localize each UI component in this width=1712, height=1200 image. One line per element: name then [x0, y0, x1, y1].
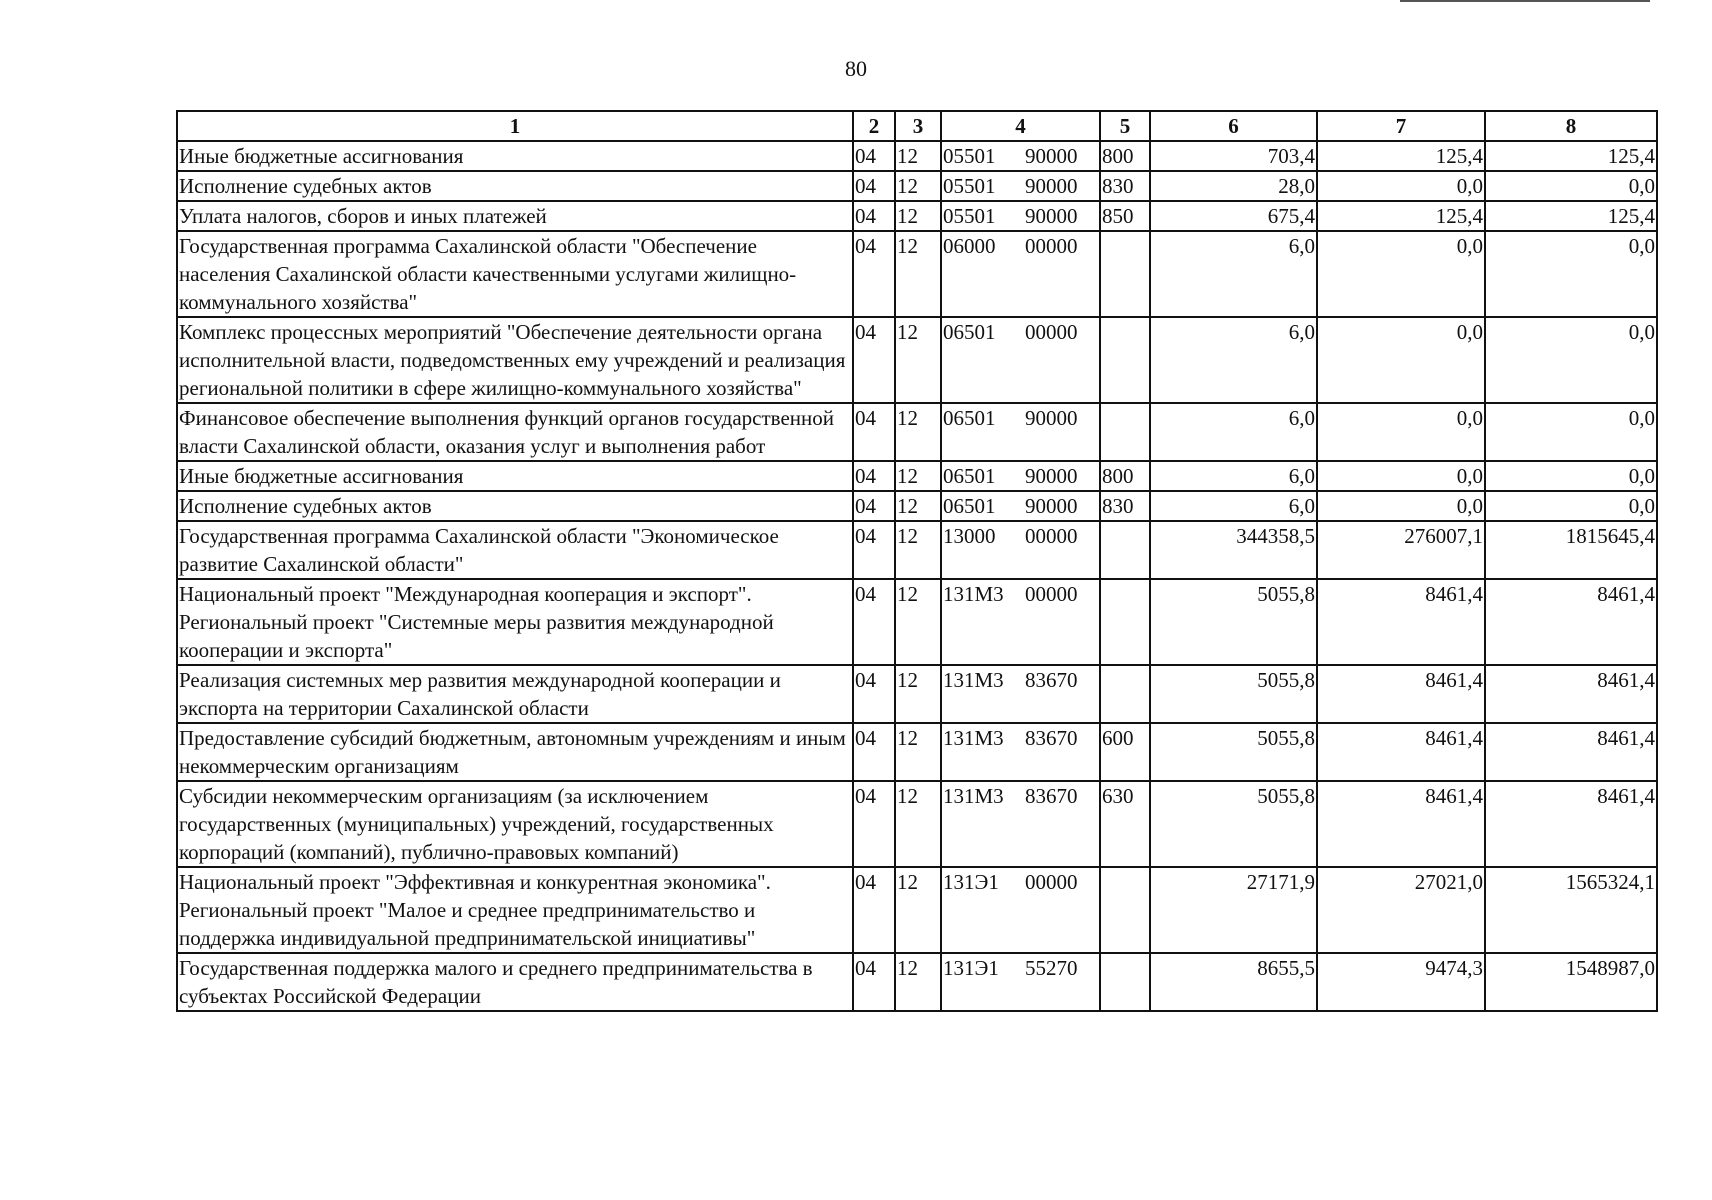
section-code: 04	[853, 141, 895, 171]
amount-col-8: 125,4	[1485, 201, 1657, 231]
table-row	[177, 723, 1657, 781]
subsection-code: 12	[895, 491, 941, 521]
item-name: Субсидии некоммерческим организациям (за исключением государственных (муниципальных) учреждений, государственных корпораций (компаний), публично-правовых компаний)	[177, 781, 853, 867]
amount-col-7: 9474,3	[1317, 953, 1485, 1011]
expense-type-code: 830	[1100, 171, 1150, 201]
direction-code: 00000	[1025, 320, 1078, 344]
amount-col-7: 8461,4	[1317, 723, 1485, 781]
program-code: 05501	[943, 204, 996, 228]
table-row	[177, 231, 1657, 317]
column-header: 1	[177, 111, 853, 141]
item-name: Комплекс процессных мероприятий "Обеспечение деятельности органа исполнительной власти, подведомственных ему учреждений и реализация региональной политики в сфере жилищно-коммунального хозяйства"	[177, 317, 853, 403]
table-row	[177, 461, 1657, 491]
program-code: 06501	[943, 406, 996, 430]
expense-type-code	[1100, 403, 1150, 461]
amount-col-8: 0,0	[1485, 231, 1657, 317]
amount-col-8: 1548987,0	[1485, 953, 1657, 1011]
direction-code: 00000	[1025, 524, 1078, 548]
amount-col-8: 0,0	[1485, 317, 1657, 403]
expense-type-code	[1100, 231, 1150, 317]
target-article-code	[941, 781, 1100, 867]
program-code: 131Э1	[943, 870, 999, 894]
column-header: 7	[1317, 111, 1485, 141]
section-code: 04	[853, 723, 895, 781]
amount-col-7: 0,0	[1317, 491, 1485, 521]
amount-col-8: 8461,4	[1485, 665, 1657, 723]
expense-type-code: 850	[1100, 201, 1150, 231]
target-article-code	[941, 461, 1100, 491]
expense-type-code: 800	[1100, 141, 1150, 171]
program-code: 06501	[943, 320, 996, 344]
amount-col-7: 276007,1	[1317, 521, 1485, 579]
target-article-code	[941, 953, 1100, 1011]
subsection-code: 12	[895, 171, 941, 201]
expense-type-code	[1100, 521, 1150, 579]
section-code: 04	[853, 665, 895, 723]
amount-col-6: 6,0	[1150, 403, 1317, 461]
subsection-code: 12	[895, 403, 941, 461]
amount-col-7: 8461,4	[1317, 579, 1485, 665]
target-article-code	[941, 171, 1100, 201]
column-header: 5	[1100, 111, 1150, 141]
header-row	[177, 111, 1657, 141]
direction-code: 83670	[1025, 726, 1078, 750]
subsection-code: 12	[895, 201, 941, 231]
amount-col-6: 6,0	[1150, 491, 1317, 521]
table-row	[177, 953, 1657, 1011]
table-row	[177, 317, 1657, 403]
amount-col-7: 125,4	[1317, 141, 1485, 171]
program-code: 131М3	[943, 726, 1004, 750]
target-article-code	[941, 317, 1100, 403]
amount-col-6: 675,4	[1150, 201, 1317, 231]
direction-code: 00000	[1025, 870, 1078, 894]
page-number: 80	[845, 56, 867, 81]
direction-code: 00000	[1025, 234, 1078, 258]
section-code: 04	[853, 579, 895, 665]
item-name: Предоставление субсидий бюджетным, автономным учреждениям и иным некоммерческим организациям	[177, 723, 853, 781]
target-article-code	[941, 141, 1100, 171]
expense-type-code	[1100, 953, 1150, 1011]
program-code: 131М3	[943, 582, 1004, 606]
amount-col-6: 5055,8	[1150, 723, 1317, 781]
column-header: 6	[1150, 111, 1317, 141]
amount-col-8: 1815645,4	[1485, 521, 1657, 579]
amount-col-6: 5055,8	[1150, 781, 1317, 867]
item-name: Национальный проект "Эффективная и конкурентная экономика". Региональный проект "Малое и среднее предпринимательство и поддержка индивидуальной предпринимательской инициативы"	[177, 867, 853, 953]
program-code: 05501	[943, 144, 996, 168]
table-row	[177, 491, 1657, 521]
amount-col-8: 8461,4	[1485, 723, 1657, 781]
section-code: 04	[853, 403, 895, 461]
section-code: 04	[853, 201, 895, 231]
target-article-code	[941, 231, 1100, 317]
amount-col-7: 125,4	[1317, 201, 1485, 231]
program-code: 131М3	[943, 784, 1004, 808]
amount-col-6: 27171,9	[1150, 867, 1317, 953]
target-article-code	[941, 723, 1100, 781]
top-edge-rule	[1400, 0, 1650, 2]
item-name: Государственная программа Сахалинской области "Обеспечение населения Сахалинской области качественными услугами жилищно-коммунального хозяйства"	[177, 231, 853, 317]
section-code: 04	[853, 953, 895, 1011]
expense-type-code	[1100, 579, 1150, 665]
column-header: 2	[853, 111, 895, 141]
direction-code: 90000	[1025, 406, 1078, 430]
program-code: 131М3	[943, 668, 1004, 692]
amount-col-6: 28,0	[1150, 171, 1317, 201]
direction-code: 83670	[1025, 668, 1078, 692]
subsection-code: 12	[895, 781, 941, 867]
amount-col-6: 703,4	[1150, 141, 1317, 171]
amount-col-8: 0,0	[1485, 461, 1657, 491]
amount-col-7: 0,0	[1317, 403, 1485, 461]
item-name: Исполнение судебных актов	[177, 491, 853, 521]
table-body	[177, 141, 1657, 1011]
direction-code: 90000	[1025, 144, 1078, 168]
target-article-code	[941, 521, 1100, 579]
amount-col-7: 8461,4	[1317, 665, 1485, 723]
amount-col-7: 0,0	[1317, 231, 1485, 317]
subsection-code: 12	[895, 317, 941, 403]
amount-col-8: 125,4	[1485, 141, 1657, 171]
amount-col-8: 1565324,1	[1485, 867, 1657, 953]
section-code: 04	[853, 491, 895, 521]
expense-type-code	[1100, 317, 1150, 403]
target-article-code	[941, 867, 1100, 953]
section-code: 04	[853, 317, 895, 403]
table-header	[177, 111, 1657, 141]
amount-col-6: 8655,5	[1150, 953, 1317, 1011]
amount-col-8: 0,0	[1485, 491, 1657, 521]
subsection-code: 12	[895, 723, 941, 781]
amount-col-6: 5055,8	[1150, 665, 1317, 723]
amount-col-7: 27021,0	[1317, 867, 1485, 953]
program-code: 06000	[943, 234, 996, 258]
program-code: 06501	[943, 464, 996, 488]
direction-code: 55270	[1025, 956, 1078, 980]
item-name: Иные бюджетные ассигнования	[177, 461, 853, 491]
amount-col-8: 8461,4	[1485, 781, 1657, 867]
amount-col-6: 6,0	[1150, 461, 1317, 491]
expense-type-code	[1100, 867, 1150, 953]
direction-code: 90000	[1025, 204, 1078, 228]
item-name: Национальный проект "Международная кооперация и экспорт". Региональный проект "Системные меры развития международной кооперации и экспорта"	[177, 579, 853, 665]
subsection-code: 12	[895, 867, 941, 953]
program-code: 05501	[943, 174, 996, 198]
direction-code: 00000	[1025, 582, 1078, 606]
subsection-code: 12	[895, 461, 941, 491]
target-article-code	[941, 403, 1100, 461]
section-code: 04	[853, 867, 895, 953]
amount-col-7: 8461,4	[1317, 781, 1485, 867]
target-article-code	[941, 665, 1100, 723]
item-name: Реализация системных мер развития международной кооперации и экспорта на территории Сахалинской области	[177, 665, 853, 723]
amount-col-7: 0,0	[1317, 317, 1485, 403]
amount-col-7: 0,0	[1317, 171, 1485, 201]
expense-type-code	[1100, 665, 1150, 723]
program-code: 06501	[943, 494, 996, 518]
subsection-code: 12	[895, 953, 941, 1011]
table-row	[177, 781, 1657, 867]
table-row	[177, 201, 1657, 231]
table-row	[177, 665, 1657, 723]
target-article-code	[941, 491, 1100, 521]
column-header: 8	[1485, 111, 1657, 141]
expense-type-code: 830	[1100, 491, 1150, 521]
section-code: 04	[853, 171, 895, 201]
amount-col-6: 6,0	[1150, 317, 1317, 403]
subsection-code: 12	[895, 521, 941, 579]
amount-col-8: 0,0	[1485, 171, 1657, 201]
item-name: Государственная программа Сахалинской области "Экономическое развитие Сахалинской области"	[177, 521, 853, 579]
table-row	[177, 521, 1657, 579]
table-row	[177, 867, 1657, 953]
item-name: Уплата налогов, сборов и иных платежей	[177, 201, 853, 231]
subsection-code: 12	[895, 579, 941, 665]
amount-col-8: 8461,4	[1485, 579, 1657, 665]
amount-col-8: 0,0	[1485, 403, 1657, 461]
table-row	[177, 141, 1657, 171]
direction-code: 90000	[1025, 174, 1078, 198]
direction-code: 90000	[1025, 464, 1078, 488]
table-row	[177, 171, 1657, 201]
item-name: Иные бюджетные ассигнования	[177, 141, 853, 171]
subsection-code: 12	[895, 665, 941, 723]
item-name: Финансовое обеспечение выполнения функций органов государственной власти Сахалинской области, оказания услуг и выполнения работ	[177, 403, 853, 461]
target-article-code	[941, 579, 1100, 665]
column-header: 4	[941, 111, 1100, 141]
column-header: 3	[895, 111, 941, 141]
amount-col-7: 0,0	[1317, 461, 1485, 491]
section-code: 04	[853, 231, 895, 317]
expense-type-code: 600	[1100, 723, 1150, 781]
table-row	[177, 579, 1657, 665]
section-code: 04	[853, 461, 895, 491]
target-article-code	[941, 201, 1100, 231]
section-code: 04	[853, 521, 895, 579]
item-name: Исполнение судебных актов	[177, 171, 853, 201]
expense-type-code: 630	[1100, 781, 1150, 867]
subsection-code: 12	[895, 231, 941, 317]
expense-type-code: 800	[1100, 461, 1150, 491]
direction-code: 90000	[1025, 494, 1078, 518]
table-row	[177, 403, 1657, 461]
amount-col-6: 5055,8	[1150, 579, 1317, 665]
program-code: 13000	[943, 524, 996, 548]
section-code: 04	[853, 781, 895, 867]
amount-col-6: 344358,5	[1150, 521, 1317, 579]
direction-code: 83670	[1025, 784, 1078, 808]
subsection-code: 12	[895, 141, 941, 171]
item-name: Государственная поддержка малого и среднего предпринимательства в субъектах Российской Федерации	[177, 953, 853, 1011]
amount-col-6: 6,0	[1150, 231, 1317, 317]
program-code: 131Э1	[943, 956, 999, 980]
budget-table	[176, 110, 1658, 1012]
